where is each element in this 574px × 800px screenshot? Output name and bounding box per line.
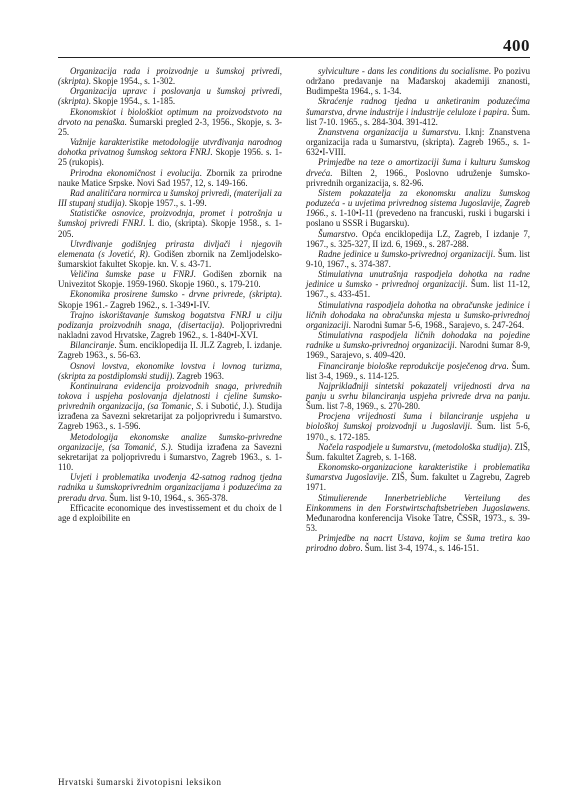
bibliography-entry: Ekonomskiot i biološkiot optimum na proizvodstvoto na drvoto na penaška. Šumarski pregled 2-3, 1956., Skopje, s. 3-25.	[58, 106, 282, 137]
bibliography-entry: Načela raspodjele u šumarstvu, (metodološka studija). ZIŠ, Šum. fakultet Zagreb, s. 1-168.	[306, 441, 531, 462]
bibliography-entry: Prirodna ekonomičnost i evolucija. Zbornik za prirodne nauke Matice Srpske. Novi Sad 1957, 12, s. 149-166.	[58, 167, 282, 188]
bibliography-entry: Organizacija upravc i poslovanja u šumskoj privredi, (skripta). Skopje 1954., s. 1-185.	[58, 86, 282, 107]
bibliography-entry: Primjedbe na teze o amortizaciji šuma i kulturu šumskog drveća. Bilten 2, 1966., Poslovno udruženje šumsko-privrednih organizacija, s. 82-96.	[306, 157, 530, 188]
bibliography-entry: Stimulativna raspodjela ličnih dohodaka na pojedine radnike u šumsko-privrednoj organizaciji. Narodni šumar 8-9, 1969., Sarajevo, s. 409-420.	[306, 330, 531, 361]
columns	[58, 66, 530, 738]
bibliography-entry: Efficacite economique des investissement et du choix de l age d exploibilite en	[58, 502, 282, 523]
bibliography-entry: Skraćenje radnog tjedna u anketiranim poduzećima šumarstva, drvne industrije i industrije celuloze i papira. Šum. list 7-10. 1965., s. 284-304. 391-412.	[306, 96, 530, 127]
bibliography-entry: Radne jedinice u šumsko-privrednoj organizaciji. Šum. list 9-10, 1967., s. 374-387.	[306, 248, 530, 269]
bibliography-entry: Uvjeti i problematika uvođenja 42-satnog radnog tjedna radnika u šumskoprivrednim organizacijama i poduzećima za preradu drva. Šum. list 9-10, 1964., s. 365-378.	[58, 472, 282, 503]
bibliography-entry: Veličina šumske pase u FNRJ. Godišen zbornik na Univezitot Skopje. 1959-1960. Skopje 1960., s. 179-210.	[58, 269, 282, 290]
bibliography-entry: Ekonomsko-organizacione karakteristike i problematika šumarstva Jugoslavije. ZIŠ, Šum. fakultet u Zagrebu, Zagreb 1971.	[306, 462, 530, 493]
bibliography-entry: Znanstvena organizacija u šumarstvu. I.knj: Znanstvena organizacija rada u šumarstvu, (skripta). Zagreb 1965., s. 1-632•I-VIII.	[306, 126, 531, 158]
header-rule	[58, 57, 530, 58]
bibliography-entry: Financiranje biološke reprodukcije posječenog drva. Šum. list 3-4, 1969., s. 114-125.	[306, 360, 531, 381]
footer: Hrvatski šumarski životopisni leksikon	[58, 777, 222, 787]
bibliography-entry: Kontinuirana evidencija proizvodnih snaga, privrednih tokova i uspjeha poslovanja djelatnosti i cjeline šumsko-privrednih organizacija, (sa Tomanic, S. i Subotić, J.). Studija izrađena za Savezni sekretarijat za poljoprivredu i šumarstvo. Zagreb 1963., s. 1-596.	[58, 380, 282, 432]
bibliography-entry: Trajno iskorištavanje šumskog bogatstva FNRJ u cilju podizanja proizvodnih snaga, (disertacija). Poljoprivredni nakladni zavod Hrvatske, Zagreb 1962., s. 1-840•I-XVI.	[58, 309, 282, 341]
bibliography-entry: Najpriklađniji sintetski pokazatelj vrijednosti drva na panju u svrhu bilanciranja uspjeha privrede drva na panju. Šum. list 7-8, 1969., s. 270-280.	[306, 380, 530, 412]
left-column	[58, 66, 282, 523]
bibliography-entry: Bilanciranje. Šum. enciklopedija II. JLZ Zagreb, I. izdanje. Zagreb 1963., s. 56-63.	[58, 340, 282, 361]
bibliography-entry: sylviculture - dans les conditions du socialisme. Po pozivu održano predavanje na Mađarskoj akademiji znanosti, Budimpešta 1964., s. 1-34.	[306, 66, 531, 97]
bibliography-entry: Stimulierende Innerbetriebliche Verteilung des Einkommens in den Forstwirtschaftsbetrieben Jugoslawens. Međunarodna konferencija Visoke Tatre, ČSSR, 1973., s. 39-53.	[306, 492, 530, 534]
bibliography-entry: Statističke osnovice, proizvodnja, promet i potrošnja u šumskoj privredi FNRJ. I. dio, (skripta). Skopje 1958., s. 1-205.	[58, 208, 282, 239]
bibliography-entry: Šumarstvo. Opća enciklopedija LZ, Zagreb, I izdanje 7, 1967., s. 325-327, II izd. 6, 1969., s. 287-288.	[306, 228, 530, 249]
bibliography-entry: Procjena vrijednosti šuma i bilanciranje uspjeha u biološkoj šumskoj proizvodnji u Jugoslaviji. Šum. list 5-6, 1970., s. 172-185.	[306, 411, 531, 442]
page-number: 400	[503, 36, 530, 55]
bibliography-entry: Organizacija rada i proizvodnje u šumskoj privredi, (skripta). Skopje 1954., s. 1-302.	[58, 66, 282, 87]
bibliography-entry: Osnovi lovstva, ekonomike lovstva i lovnog turizma, (skripta za postdiplomski studij). Zagreb 1963.	[58, 360, 282, 381]
bibliography-entry: Ekonomika prosirene šumsko - drvne privrede, (skripta). Skopje 1961.- Zagreb 1962., s. 1-349•I-IV.	[58, 289, 282, 310]
bibliography-entry: Utvrđivanje godišnjeg prirasta divljači i njegovih elemenata (s Jovetić, R). Godišen zbornik na Zemljodelsko-šumarskiot fakultet Skopje. kn. V. s. 43-71.	[58, 238, 283, 269]
bibliography-entry: Primjedbe na nacrt Ustava, kojim se šuma tretira kao prirodno dobro. Šum. list 3-4, 1974., s. 146-151.	[306, 533, 530, 554]
bibliography-entry: Stimulativna unutrašnja raspodjela dohotka na radne jedinice u šumsko - privrednoj organizaciji. Šum. list 11-12, 1967., s. 433-451.	[306, 269, 530, 300]
right-column	[306, 66, 530, 554]
bibliography-entry: Rad analitičara normirca u šumskoj privredi, (materijali za III stupanj studija). Skopje 1957., s. 1-99.	[58, 187, 282, 209]
bibliography-entry: Važnije karakteristike metodologije utvrđivanja narodnog dohotka privatnog šumskog sektora FNRJ. Skopje 1956. s. 1-25 (rukopis).	[58, 137, 282, 168]
bibliography-entry: Metodologija ekonomske analize šumsko-privredne organizacije, (sa Tomanić, S.). Studija izrađena za Savezni sekretarijat za poljoprivredu i šumarstvo, Zagreb 1963., s. 1-110.	[58, 431, 282, 473]
bibliography-entry: Stimulativna raspodjela dohotka na obračunske jedinice i ličnih dohodaka na obračunska mjesta u šumsko-privrednoj organizaciji. Narodni šumar 5-6, 1968., Sarajevo, s. 247-264.	[306, 299, 530, 330]
bibliography-entry: Sistem pokazatelja za ekonomsku analizu šumskog poduzeća - u uvjetima privrednog sistema Jugoslavije, Zagreb 1966., s. 1-10•I-11 (prevedeno na francuski, ruski i bugarski i poslano u SSSR i Bugarsku).	[306, 187, 530, 229]
